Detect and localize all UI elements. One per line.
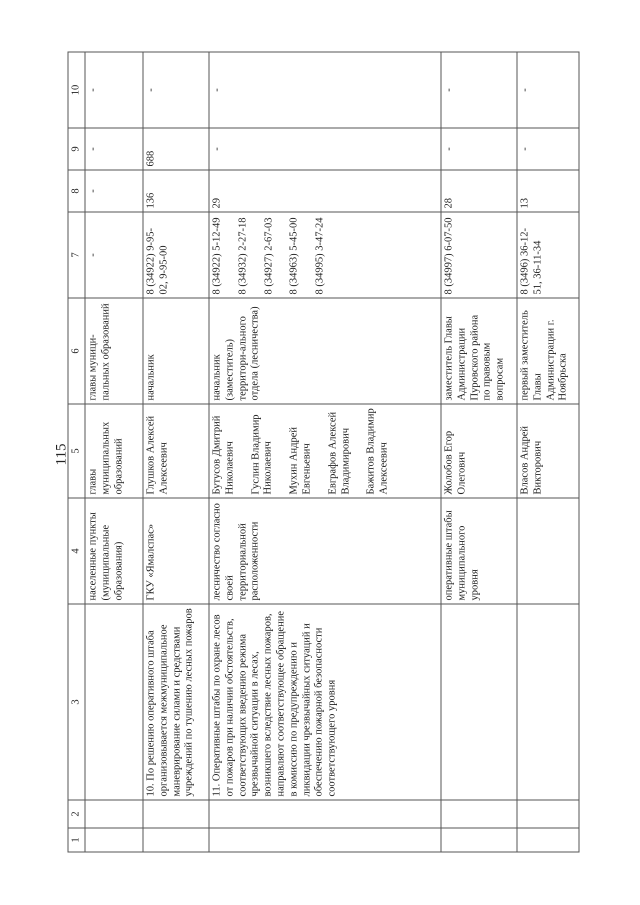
position-text: начальник (заместитель) территори-ального отдела (лесничества) xyxy=(211,306,261,401)
cell-phone xyxy=(85,212,143,298)
cell-activity xyxy=(441,604,517,800)
cell-position xyxy=(85,298,143,404)
cell-phone xyxy=(441,212,517,298)
cell-col1 xyxy=(85,828,143,852)
cell-col10: - xyxy=(209,52,441,128)
rotated-page xyxy=(68,53,573,853)
person-name: Мухин Андрей Евгеньевич xyxy=(288,426,313,495)
page-number: 115 xyxy=(53,443,70,466)
cell-phone xyxy=(143,212,209,298)
phone-number: 8 (34997) 6-07-50 xyxy=(443,217,455,295)
phone-number: 8 (34922) 9-95-02, 9-95-00 xyxy=(145,228,170,295)
table-row xyxy=(209,52,441,852)
cell-position xyxy=(209,298,441,404)
cell-col9: - xyxy=(441,128,517,170)
person-name: Евграфов Алексей Владимирович xyxy=(327,411,352,495)
cell-person xyxy=(441,404,517,498)
cell-col2 xyxy=(441,800,517,828)
col-header-8: 8 xyxy=(68,170,85,212)
cell-col10: - xyxy=(143,52,209,128)
cell-col2 xyxy=(209,800,441,828)
cell-col1 xyxy=(143,828,209,852)
cell-place: населенные пункты (муниципальные образования) xyxy=(85,498,143,604)
person-name: Глушков Алексей Алексеевич xyxy=(145,415,170,495)
phone-number: 8 (3496) 36-12-51, 36-11-34 xyxy=(519,228,544,295)
col-header-6: 6 xyxy=(68,298,85,404)
col-header-9: 9 xyxy=(68,128,85,170)
cell-col2 xyxy=(85,800,143,828)
person-name: главы муниципальных образований xyxy=(87,421,125,495)
cell-place: оперативные штабы муниципального уровня xyxy=(441,498,517,604)
person-name: Бутусов Дмитрий Николаевич xyxy=(211,415,236,495)
cell-col1 xyxy=(517,828,579,852)
person-name: Власов Андрей Викторович xyxy=(519,426,544,495)
table-row xyxy=(143,52,209,852)
cell-place xyxy=(517,498,579,604)
person-name: Гуслин Владимир Николаевич xyxy=(250,414,274,495)
cell-phone xyxy=(209,212,441,298)
position-text: заместитель Главы Администрации Пуровского района по правовым вопросам xyxy=(443,314,506,401)
cell-col8: - xyxy=(85,170,143,212)
table-row xyxy=(517,52,579,852)
header-row xyxy=(68,52,85,852)
col-header-5: 5 xyxy=(68,404,85,498)
cell-col10: - xyxy=(441,52,517,128)
cell-col2 xyxy=(143,800,209,828)
cell-col8: 136 xyxy=(143,170,209,212)
phone-number: - xyxy=(87,253,99,257)
cell-activity: 10. По решению оперативного штаба организовывается межмуниципальное маневрирование силами и средствами учреждений по тушению лесных пожаров xyxy=(143,604,209,800)
cell-activity xyxy=(517,604,579,800)
cell-place: лесничество согласно своей территориальной расположенности xyxy=(209,498,441,604)
position-text: главы муници-пальных образований xyxy=(87,303,112,401)
cell-col8: 13 xyxy=(517,170,579,212)
person-name: Бажитов Владимир Алексеевич xyxy=(365,408,390,495)
cell-col9: - xyxy=(517,128,579,170)
cell-col8: 29 xyxy=(209,170,441,212)
col-header-3: 3 xyxy=(68,604,85,800)
cell-position xyxy=(143,298,209,404)
cell-col1 xyxy=(441,828,517,852)
cell-col2 xyxy=(517,800,579,828)
cell-col9: 688 xyxy=(143,128,209,170)
table-row xyxy=(441,52,517,852)
cell-person xyxy=(517,404,579,498)
cell-col10: - xyxy=(517,52,579,128)
cell-col9: - xyxy=(209,128,441,170)
cell-position xyxy=(441,298,517,404)
phone-number: 8 (34995) 3-47-24 xyxy=(314,217,326,295)
cell-position xyxy=(517,298,579,404)
cell-col1 xyxy=(209,828,441,852)
cell-person xyxy=(85,404,143,498)
col-header-4: 4 xyxy=(68,498,85,604)
phone-number: 8 (34932) 2-27-18 xyxy=(237,217,249,295)
phone-number: 8 (34922) 5-12-49 xyxy=(211,217,223,295)
table-row xyxy=(85,52,143,852)
col-header-1: 1 xyxy=(68,828,85,852)
cell-col8: 28 xyxy=(441,170,517,212)
col-header-7: 7 xyxy=(68,212,85,298)
col-header-10: 10 xyxy=(68,52,85,128)
position-text: первый заместитель Главы Администрации г. Ноябрьска xyxy=(519,310,569,401)
cell-col10: - xyxy=(85,52,143,128)
data-table xyxy=(68,52,580,853)
cell-activity xyxy=(85,604,143,800)
cell-col9: - xyxy=(85,128,143,170)
cell-phone xyxy=(517,212,579,298)
person-name: Жолобов Егор Олегович xyxy=(443,430,468,495)
phone-number: 8 (34927) 2-67-03 xyxy=(263,217,275,295)
cell-person xyxy=(143,404,209,498)
cell-place: ГКУ «Ямалспас» xyxy=(143,498,209,604)
position-text: начальник xyxy=(145,354,157,401)
phone-number: 8 (34963) 5-45-00 xyxy=(288,217,300,295)
cell-person xyxy=(209,404,441,498)
cell-activity: 11. Оперативные штабы по охране лесов от пожаров при наличии обстоятельств, соответствующих введению режима чрезвычайной ситуации в лесах, возникшего вследствие лесных пожаров, направляют соответствующее обращение в комиссию по предупреждению и ликвидации чрезвычайных ситуаций и обеспечению пожарной безопасности соответствующего уровня xyxy=(209,604,441,800)
col-header-2: 2 xyxy=(68,800,85,828)
